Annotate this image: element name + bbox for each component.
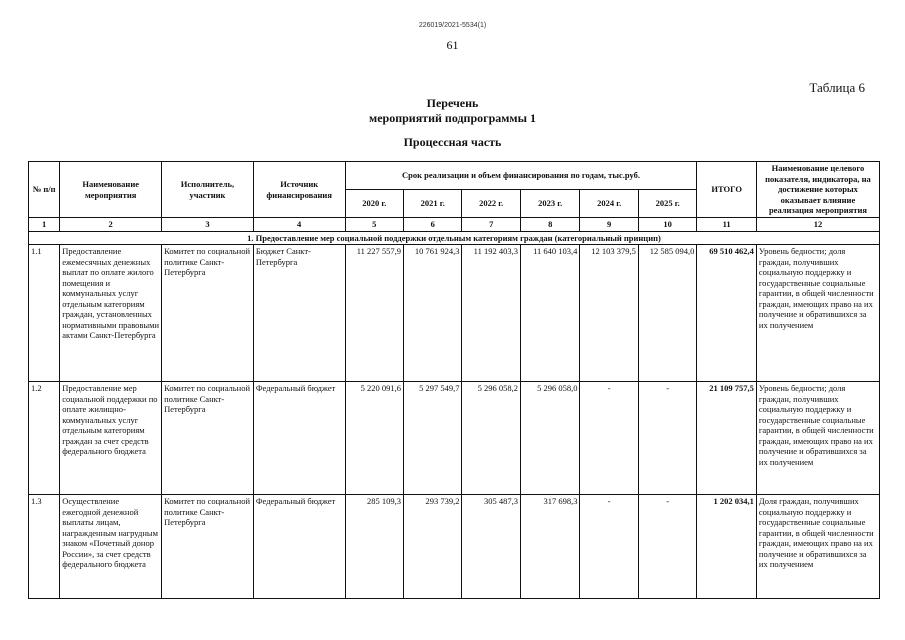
column-number: 1 [29, 218, 60, 232]
row-name: Предоставление ежемесячных денежных выплат по оплате жилого помещения и коммунальных услуг отдельным категориям граждан, установленных нормативными правовыми актами Санкт-Петербурга [60, 245, 162, 382]
row-year-value: 5 296 058,2 [462, 382, 520, 495]
column-number: 10 [638, 218, 697, 232]
row-total: 69 510 462,4 [697, 245, 756, 382]
header-year: 2025 г. [638, 190, 697, 218]
page-number: 61 [446, 38, 459, 52]
row-indicator: Доля граждан, получивших социальную поддержку и государственные социальные гарантии, в общей численности граждан, имеющих право на их получение и обратившихся за их получением [756, 495, 879, 599]
row-name: Предоставление мер социальной поддержки по оплате жилищно-коммунальных услуг отдельным категориям граждан за счет средств федерального бюджета [60, 382, 162, 495]
column-number: 3 [162, 218, 254, 232]
header-name: Наименование мероприятия [60, 162, 162, 218]
column-number-row [29, 218, 880, 232]
row-name: Осуществление ежегодной денежной выплаты лицам, награжденным нагрудным знаком «Почетный донор России», за счет средств федерального бюджета [60, 495, 162, 599]
activities-table [28, 161, 880, 599]
column-number: 5 [345, 218, 403, 232]
row-year-value: 317 698,3 [520, 495, 579, 599]
row-executor: Комитет по социальной политике Санкт-Петербурга [162, 495, 254, 599]
column-number: 8 [520, 218, 579, 232]
table-row [29, 245, 880, 382]
header-num: № п/п [29, 162, 60, 218]
row-indicator: Уровень бедности; доля граждан, получивших социальную поддержку и государственные социальные гарантии, в общей численности граждан, имеющих право на их получение и обратившихся за их получением [756, 382, 879, 495]
row-year-value: 11 640 103,4 [520, 245, 579, 382]
row-num: 1.2 [29, 382, 60, 495]
section-title: 1. Предоставление мер социальной поддержки отдельным категориям граждан (категориальный принцип) [29, 231, 880, 245]
row-year-value: - [638, 495, 697, 599]
column-number: 11 [697, 218, 756, 232]
header-indicator: Наименование целевого показателя, индикатора, на достижение которых оказывает влияние реализация мероприятия [756, 162, 879, 218]
table-row [29, 382, 880, 495]
row-executor: Комитет по социальной политике Санкт-Петербурга [162, 382, 254, 495]
document-stamp: 226019/2021-5534(1) [418, 22, 487, 29]
row-year-value: 305 487,3 [462, 495, 520, 599]
row-year-value: 11 192 403,3 [462, 245, 520, 382]
row-year-value: - [580, 495, 638, 599]
table-label: Таблица 6 [809, 80, 865, 95]
row-year-value: - [638, 382, 697, 495]
row-executor: Комитет по социальной политике Санкт-Петербурга [162, 245, 254, 382]
row-indicator: Уровень бедности; доля граждан, получивших социальную поддержку и государственные социальные гарантии, в общей численности граждан, имеющих право на их получение и обратившихся за их получением [756, 245, 879, 382]
header-year: 2020 г. [345, 190, 403, 218]
header-year: 2021 г. [404, 190, 462, 218]
row-year-value: 11 227 557,9 [345, 245, 403, 382]
row-total: 21 109 757,5 [697, 382, 756, 495]
column-number: 2 [60, 218, 162, 232]
subtitle: Процессная часть [403, 135, 502, 149]
row-source: Федеральный бюджет [253, 495, 345, 599]
row-year-value: 5 296 058,0 [520, 382, 579, 495]
header-executor: Исполнитель, участник [162, 162, 254, 218]
row-year-value: 10 761 924,3 [404, 245, 462, 382]
column-number: 12 [756, 218, 879, 232]
row-year-value: 293 739,2 [404, 495, 462, 599]
row-num: 1.3 [29, 495, 60, 599]
header-period: Срок реализации и объем финансирования по годам, тыс.руб. [345, 162, 697, 190]
row-year-value: 12 585 094,0 [638, 245, 697, 382]
header-source: Источник финансирования [253, 162, 345, 218]
header-year: 2024 г. [580, 190, 638, 218]
column-number: 4 [253, 218, 345, 232]
column-number: 7 [462, 218, 520, 232]
row-total: 1 202 034,1 [697, 495, 756, 599]
row-year-value: - [580, 382, 638, 495]
row-source: Бюджет Санкт-Петербурга [253, 245, 345, 382]
table-row [29, 495, 880, 599]
row-source: Федеральный бюджет [253, 382, 345, 495]
column-number: 6 [404, 218, 462, 232]
title-line-2: мероприятий подпрограммы 1 [369, 111, 536, 125]
row-year-value: 5 220 091,6 [345, 382, 403, 495]
row-year-value: 5 297 549,7 [404, 382, 462, 495]
row-num: 1.1 [29, 245, 60, 382]
column-number: 9 [580, 218, 638, 232]
header-year: 2022 г. [462, 190, 520, 218]
row-year-value: 285 109,3 [345, 495, 403, 599]
row-year-value: 12 103 379,5 [580, 245, 638, 382]
title-line-1: Перечень [426, 96, 479, 110]
header-total: ИТОГО [697, 162, 756, 218]
header-year: 2023 г. [520, 190, 579, 218]
